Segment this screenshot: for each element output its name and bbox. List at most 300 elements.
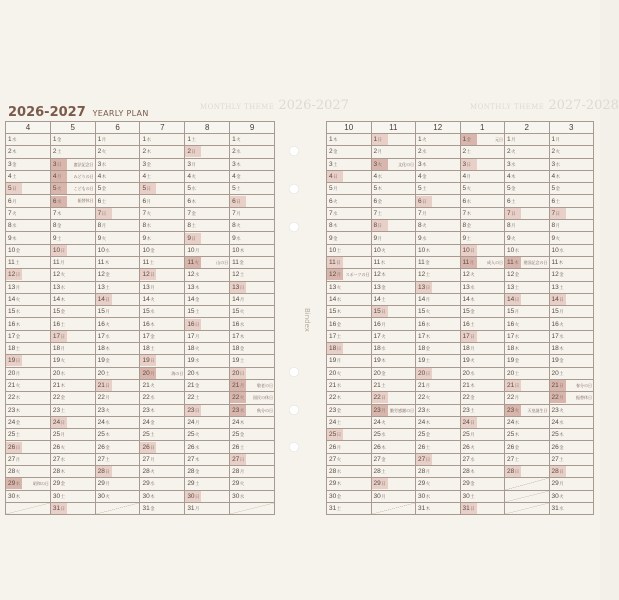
day-cell[interactable] [416, 306, 461, 318]
day-cell[interactable] [327, 146, 372, 158]
day-cell[interactable] [6, 379, 51, 391]
day-cell[interactable] [185, 355, 230, 367]
day-cell[interactable] [371, 478, 416, 490]
day-cell[interactable] [371, 453, 416, 465]
day-cell[interactable] [50, 269, 95, 281]
day-cell[interactable] [327, 183, 372, 195]
day-cell[interactable] [460, 441, 505, 453]
day-cell[interactable] [460, 232, 505, 244]
day-cell[interactable] [549, 207, 594, 219]
day-cell[interactable] [50, 343, 95, 355]
day-cell[interactable] [327, 478, 372, 490]
day-cell[interactable] [185, 134, 230, 146]
day-cell[interactable] [460, 429, 505, 441]
day-cell[interactable] [505, 207, 550, 219]
day-cell[interactable] [327, 170, 372, 182]
day-cell[interactable] [505, 416, 550, 428]
day-cell[interactable] [549, 343, 594, 355]
day-cell[interactable] [230, 392, 275, 404]
day-cell[interactable] [140, 416, 185, 428]
day-cell[interactable] [95, 490, 140, 502]
day-cell[interactable] [185, 207, 230, 219]
day-cell[interactable] [140, 281, 185, 293]
day-cell[interactable] [371, 330, 416, 342]
day-cell[interactable] [185, 281, 230, 293]
day-cell[interactable] [185, 158, 230, 170]
day-cell[interactable] [460, 256, 505, 268]
day-cell[interactable] [371, 220, 416, 232]
day-cell[interactable] [549, 330, 594, 342]
day-cell[interactable] [460, 170, 505, 182]
day-cell[interactable] [230, 453, 275, 465]
day-cell[interactable] [6, 466, 51, 478]
day-cell[interactable] [416, 355, 461, 367]
day-cell[interactable] [95, 158, 140, 170]
day-cell[interactable] [230, 478, 275, 490]
day-cell[interactable] [505, 466, 550, 478]
day-cell[interactable] [95, 281, 140, 293]
day-cell[interactable] [50, 232, 95, 244]
day-cell[interactable] [460, 207, 505, 219]
day-cell[interactable] [505, 441, 550, 453]
day-cell[interactable] [185, 367, 230, 379]
day-cell[interactable] [371, 134, 416, 146]
day-cell[interactable] [371, 416, 416, 428]
day-cell[interactable] [50, 355, 95, 367]
day-cell[interactable] [140, 466, 185, 478]
day-cell[interactable] [460, 330, 505, 342]
day-cell[interactable] [460, 293, 505, 305]
day-cell[interactable] [50, 367, 95, 379]
day-cell[interactable] [140, 232, 185, 244]
day-cell[interactable] [505, 232, 550, 244]
day-cell[interactable] [50, 502, 95, 514]
day-cell[interactable] [460, 453, 505, 465]
day-cell[interactable] [140, 367, 185, 379]
day-cell[interactable] [95, 195, 140, 207]
day-cell[interactable] [95, 404, 140, 416]
day-cell[interactable] [50, 293, 95, 305]
day-cell[interactable] [327, 256, 372, 268]
day-cell[interactable] [416, 416, 461, 428]
day-cell[interactable] [185, 256, 230, 268]
day-cell[interactable] [185, 502, 230, 514]
day-cell[interactable] [327, 195, 372, 207]
day-cell[interactable] [460, 392, 505, 404]
day-cell[interactable] [140, 355, 185, 367]
day-cell[interactable] [460, 404, 505, 416]
day-cell[interactable] [6, 207, 51, 219]
day-cell[interactable] [50, 306, 95, 318]
day-cell[interactable] [95, 392, 140, 404]
day-cell[interactable] [505, 343, 550, 355]
day-cell[interactable] [327, 416, 372, 428]
day-cell[interactable] [371, 281, 416, 293]
day-cell[interactable] [140, 220, 185, 232]
day-cell[interactable] [416, 256, 461, 268]
day-cell[interactable] [327, 379, 372, 391]
day-cell[interactable] [416, 281, 461, 293]
day-cell[interactable] [549, 293, 594, 305]
day-cell[interactable] [140, 404, 185, 416]
day-cell[interactable] [140, 392, 185, 404]
day-cell[interactable] [505, 355, 550, 367]
day-cell[interactable] [416, 146, 461, 158]
day-cell[interactable] [230, 293, 275, 305]
day-cell[interactable] [50, 330, 95, 342]
day-cell[interactable] [371, 404, 416, 416]
day-cell[interactable] [230, 269, 275, 281]
day-cell[interactable] [505, 146, 550, 158]
day-cell[interactable] [140, 490, 185, 502]
day-cell[interactable] [6, 367, 51, 379]
day-cell[interactable] [230, 490, 275, 502]
day-cell[interactable] [50, 220, 95, 232]
day-cell[interactable] [6, 441, 51, 453]
day-cell[interactable] [6, 232, 51, 244]
day-cell[interactable] [505, 379, 550, 391]
day-cell[interactable] [460, 466, 505, 478]
day-cell[interactable] [460, 281, 505, 293]
day-cell[interactable] [505, 429, 550, 441]
day-cell[interactable] [230, 306, 275, 318]
day-cell[interactable] [6, 416, 51, 428]
day-cell[interactable] [460, 183, 505, 195]
day-cell[interactable] [50, 429, 95, 441]
day-cell[interactable] [416, 466, 461, 478]
day-cell[interactable] [416, 134, 461, 146]
day-cell[interactable] [140, 269, 185, 281]
day-cell[interactable] [505, 244, 550, 256]
day-cell[interactable] [549, 306, 594, 318]
day-cell[interactable] [50, 490, 95, 502]
day-cell[interactable] [95, 379, 140, 391]
day-cell[interactable] [549, 158, 594, 170]
day-cell[interactable] [460, 134, 505, 146]
day-cell[interactable] [50, 207, 95, 219]
day-cell[interactable] [505, 404, 550, 416]
day-cell[interactable] [230, 146, 275, 158]
day-cell[interactable] [371, 207, 416, 219]
day-cell[interactable] [50, 170, 95, 182]
day-cell[interactable] [185, 343, 230, 355]
day-cell[interactable] [327, 232, 372, 244]
day-cell[interactable] [95, 220, 140, 232]
day-cell[interactable] [327, 318, 372, 330]
day-cell[interactable] [327, 441, 372, 453]
day-cell[interactable] [95, 367, 140, 379]
day-cell[interactable] [549, 490, 594, 502]
day-cell[interactable] [230, 244, 275, 256]
day-cell[interactable] [140, 134, 185, 146]
day-cell[interactable] [185, 306, 230, 318]
day-cell[interactable] [185, 392, 230, 404]
day-cell[interactable] [549, 429, 594, 441]
day-cell[interactable] [6, 355, 51, 367]
day-cell[interactable] [549, 478, 594, 490]
day-cell[interactable] [460, 306, 505, 318]
day-cell[interactable] [95, 232, 140, 244]
day-cell[interactable] [327, 269, 372, 281]
day-cell[interactable] [327, 429, 372, 441]
day-cell[interactable] [327, 392, 372, 404]
day-cell[interactable] [371, 318, 416, 330]
day-cell[interactable] [416, 343, 461, 355]
day-cell[interactable] [230, 232, 275, 244]
day-cell[interactable] [549, 195, 594, 207]
day-cell[interactable] [230, 355, 275, 367]
day-cell[interactable] [327, 343, 372, 355]
day-cell[interactable] [371, 379, 416, 391]
day-cell[interactable] [549, 404, 594, 416]
day-cell[interactable] [549, 256, 594, 268]
day-cell[interactable] [140, 195, 185, 207]
day-cell[interactable] [50, 146, 95, 158]
day-cell[interactable] [6, 293, 51, 305]
day-cell[interactable] [230, 330, 275, 342]
day-cell[interactable] [327, 367, 372, 379]
day-cell[interactable] [371, 466, 416, 478]
day-cell[interactable] [549, 170, 594, 182]
day-cell[interactable] [185, 146, 230, 158]
day-cell[interactable] [230, 379, 275, 391]
day-cell[interactable] [6, 195, 51, 207]
day-cell[interactable] [50, 134, 95, 146]
day-cell[interactable] [327, 502, 372, 514]
day-cell[interactable] [140, 441, 185, 453]
day-cell[interactable] [416, 207, 461, 219]
day-cell[interactable] [460, 379, 505, 391]
day-cell[interactable] [505, 170, 550, 182]
day-cell[interactable] [505, 453, 550, 465]
day-cell[interactable] [460, 343, 505, 355]
day-cell[interactable] [230, 170, 275, 182]
day-cell[interactable] [185, 318, 230, 330]
day-cell[interactable] [460, 478, 505, 490]
day-cell[interactable] [140, 343, 185, 355]
day-cell[interactable] [50, 379, 95, 391]
day-cell[interactable] [327, 220, 372, 232]
day-cell[interactable] [95, 318, 140, 330]
day-cell[interactable] [140, 478, 185, 490]
day-cell[interactable] [140, 244, 185, 256]
day-cell[interactable] [6, 134, 51, 146]
day-cell[interactable] [185, 232, 230, 244]
day-cell[interactable] [50, 244, 95, 256]
day-cell[interactable] [327, 453, 372, 465]
day-cell[interactable] [6, 490, 51, 502]
day-cell[interactable] [549, 244, 594, 256]
day-cell[interactable] [185, 195, 230, 207]
day-cell[interactable] [460, 146, 505, 158]
day-cell[interactable] [371, 244, 416, 256]
day-cell[interactable] [6, 404, 51, 416]
day-cell[interactable] [95, 466, 140, 478]
day-cell[interactable] [549, 146, 594, 158]
day-cell[interactable] [549, 134, 594, 146]
day-cell[interactable] [505, 281, 550, 293]
day-cell[interactable] [505, 220, 550, 232]
day-cell[interactable] [140, 293, 185, 305]
day-cell[interactable] [6, 220, 51, 232]
day-cell[interactable] [371, 429, 416, 441]
day-cell[interactable] [549, 466, 594, 478]
day-cell[interactable] [371, 293, 416, 305]
day-cell[interactable] [50, 195, 95, 207]
day-cell[interactable] [6, 146, 51, 158]
day-cell[interactable] [549, 453, 594, 465]
day-cell[interactable] [505, 367, 550, 379]
day-cell[interactable] [549, 183, 594, 195]
day-cell[interactable] [371, 232, 416, 244]
day-cell[interactable] [549, 416, 594, 428]
day-cell[interactable] [371, 158, 416, 170]
day-cell[interactable] [230, 134, 275, 146]
day-cell[interactable] [416, 429, 461, 441]
day-cell[interactable] [549, 232, 594, 244]
day-cell[interactable] [6, 281, 51, 293]
day-cell[interactable] [416, 232, 461, 244]
day-cell[interactable] [230, 158, 275, 170]
day-cell[interactable] [327, 490, 372, 502]
day-cell[interactable] [95, 416, 140, 428]
day-cell[interactable] [327, 207, 372, 219]
day-cell[interactable] [185, 220, 230, 232]
day-cell[interactable] [371, 490, 416, 502]
day-cell[interactable] [460, 318, 505, 330]
day-cell[interactable] [185, 416, 230, 428]
day-cell[interactable] [185, 429, 230, 441]
day-cell[interactable] [230, 416, 275, 428]
day-cell[interactable] [6, 256, 51, 268]
day-cell[interactable] [95, 207, 140, 219]
day-cell[interactable] [371, 256, 416, 268]
day-cell[interactable] [327, 281, 372, 293]
day-cell[interactable] [230, 429, 275, 441]
day-cell[interactable] [327, 293, 372, 305]
day-cell[interactable] [95, 355, 140, 367]
day-cell[interactable] [416, 367, 461, 379]
day-cell[interactable] [140, 429, 185, 441]
day-cell[interactable] [6, 429, 51, 441]
day-cell[interactable] [230, 207, 275, 219]
day-cell[interactable] [185, 478, 230, 490]
day-cell[interactable] [549, 269, 594, 281]
day-cell[interactable] [95, 244, 140, 256]
day-cell[interactable] [549, 502, 594, 514]
day-cell[interactable] [371, 343, 416, 355]
day-cell[interactable] [6, 478, 51, 490]
day-cell[interactable] [505, 183, 550, 195]
day-cell[interactable] [95, 183, 140, 195]
day-cell[interactable] [140, 502, 185, 514]
day-cell[interactable] [95, 343, 140, 355]
day-cell[interactable] [140, 379, 185, 391]
day-cell[interactable] [230, 183, 275, 195]
day-cell[interactable] [460, 367, 505, 379]
day-cell[interactable] [327, 134, 372, 146]
day-cell[interactable] [416, 330, 461, 342]
day-cell[interactable] [505, 330, 550, 342]
day-cell[interactable] [371, 355, 416, 367]
day-cell[interactable] [549, 318, 594, 330]
day-cell[interactable] [95, 293, 140, 305]
day-cell[interactable] [185, 293, 230, 305]
day-cell[interactable] [6, 170, 51, 182]
day-cell[interactable] [327, 355, 372, 367]
day-cell[interactable] [549, 355, 594, 367]
day-cell[interactable] [460, 416, 505, 428]
day-cell[interactable] [505, 318, 550, 330]
day-cell[interactable] [230, 318, 275, 330]
day-cell[interactable] [140, 183, 185, 195]
day-cell[interactable] [505, 269, 550, 281]
day-cell[interactable] [185, 183, 230, 195]
day-cell[interactable] [185, 404, 230, 416]
day-cell[interactable] [416, 244, 461, 256]
day-cell[interactable] [416, 183, 461, 195]
day-cell[interactable] [140, 453, 185, 465]
day-cell[interactable] [95, 256, 140, 268]
day-cell[interactable] [230, 404, 275, 416]
day-cell[interactable] [230, 343, 275, 355]
day-cell[interactable] [505, 134, 550, 146]
day-cell[interactable] [460, 158, 505, 170]
day-cell[interactable] [230, 281, 275, 293]
day-cell[interactable] [416, 195, 461, 207]
day-cell[interactable] [327, 330, 372, 342]
day-cell[interactable] [416, 293, 461, 305]
day-cell[interactable] [327, 158, 372, 170]
day-cell[interactable] [460, 355, 505, 367]
day-cell[interactable] [505, 392, 550, 404]
day-cell[interactable] [140, 170, 185, 182]
day-cell[interactable] [371, 392, 416, 404]
day-cell[interactable] [6, 453, 51, 465]
day-cell[interactable] [371, 146, 416, 158]
day-cell[interactable] [50, 404, 95, 416]
day-cell[interactable] [230, 220, 275, 232]
day-cell[interactable] [416, 453, 461, 465]
day-cell[interactable] [549, 392, 594, 404]
day-cell[interactable] [50, 453, 95, 465]
day-cell[interactable] [549, 441, 594, 453]
day-cell[interactable] [416, 269, 461, 281]
day-cell[interactable] [460, 220, 505, 232]
day-cell[interactable] [50, 478, 95, 490]
day-cell[interactable] [416, 392, 461, 404]
day-cell[interactable] [50, 466, 95, 478]
day-cell[interactable] [95, 269, 140, 281]
day-cell[interactable] [185, 244, 230, 256]
day-cell[interactable] [185, 330, 230, 342]
day-cell[interactable] [50, 416, 95, 428]
day-cell[interactable] [6, 392, 51, 404]
day-cell[interactable] [140, 330, 185, 342]
day-cell[interactable] [416, 220, 461, 232]
day-cell[interactable] [6, 269, 51, 281]
day-cell[interactable] [185, 170, 230, 182]
day-cell[interactable] [140, 207, 185, 219]
day-cell[interactable] [95, 170, 140, 182]
day-cell[interactable] [371, 441, 416, 453]
day-cell[interactable] [505, 256, 550, 268]
day-cell[interactable] [140, 318, 185, 330]
day-cell[interactable] [371, 367, 416, 379]
day-cell[interactable] [327, 404, 372, 416]
day-cell[interactable] [185, 453, 230, 465]
day-cell[interactable] [6, 244, 51, 256]
